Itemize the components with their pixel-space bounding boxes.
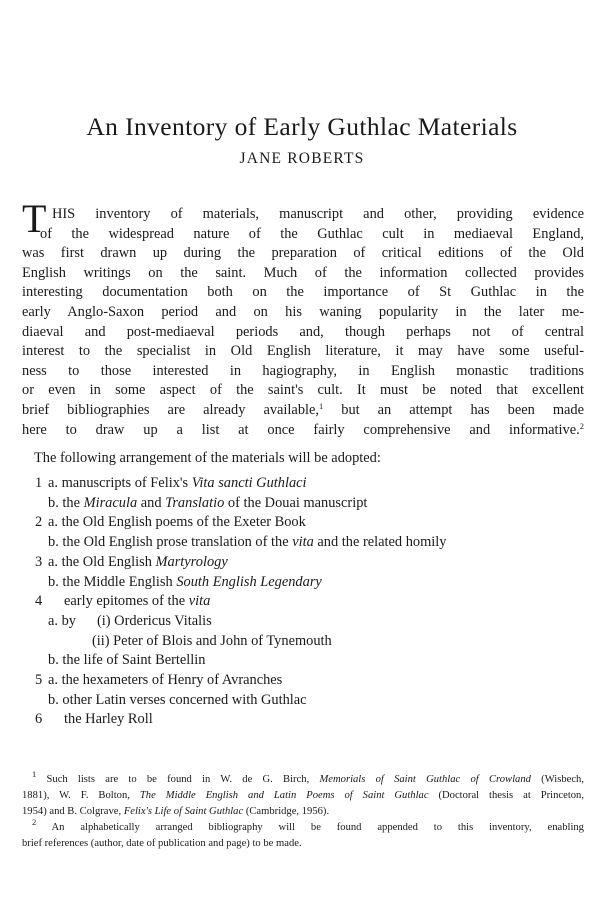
item-number: 4: [35, 593, 43, 610]
footnote-line: [22, 817, 584, 836]
item-text-italic: vita: [292, 534, 314, 551]
list-item: [0, 711, 604, 731]
item-text-italic: Martyrology: [155, 553, 228, 570]
paragraph-line: ness to those interested in hagiography, in English monastic traditions: [22, 362, 584, 379]
footnote-ref-1[interactable]: 1: [319, 400, 324, 411]
item-number: 5: [35, 672, 43, 688]
item-text: the Harley Roll: [64, 711, 153, 728]
paragraph-line: [22, 421, 584, 441]
list-item: [0, 692, 604, 712]
item-text: b. the life of Saint Bertellin: [48, 652, 206, 669]
item-text-italic: Miracula: [83, 494, 138, 511]
footnote-mark: 2: [32, 817, 37, 827]
footnote-text: 1881), W. F. Bolton,: [22, 790, 140, 801]
paragraph-line: or even in some aspect of the saint's cult. It must be noted that excellent: [22, 382, 584, 399]
item-text-part: early epitomes of the: [64, 593, 189, 610]
article-author: JANE ROBERTS: [239, 150, 365, 167]
footnote-ref-2[interactable]: 2: [579, 420, 584, 431]
footnote-line: [22, 769, 584, 788]
line-text: here to draw up a list at once fairly comprehensive and informative.: [22, 421, 580, 438]
footnote-italic: The Middle English and Latin Poems of Saint Guthlac: [139, 790, 429, 801]
footnote-line: brief references (author, date of publication and page) to be made.: [22, 838, 302, 849]
item-text: (ii) Peter of Blois and John of Tynemouth: [92, 632, 332, 649]
arrangement-intro: The following arrangement of the materials will be adopted:: [34, 450, 381, 466]
item-text-part: a. the Old English: [48, 553, 156, 570]
item-number: 6: [35, 711, 43, 728]
item-text: [48, 554, 228, 571]
list-item: [0, 534, 604, 554]
item-text: [48, 534, 446, 551]
footnote-text: Such lists are to be found in W. de G. Birch,: [46, 774, 320, 785]
drop-cap: T: [22, 196, 47, 241]
item-text-italic: Vita sancti Guthlaci: [191, 475, 307, 491]
item-text: b. other Latin verses concerned with Guthlac: [48, 691, 307, 708]
item-number: 2: [35, 514, 43, 531]
paragraph-line: HIS inventory of materials, manuscript and other, providing evidence: [52, 206, 584, 222]
item-text-part: b. the Old English prose translation of the: [48, 534, 293, 551]
item-text: [48, 574, 322, 591]
footnote-text: (Cambridge, 1956).: [243, 806, 330, 817]
list-item: [0, 574, 604, 594]
list-item: [0, 672, 604, 692]
list-item: [0, 554, 604, 574]
item-text: (i) Ordericus Vitalis: [97, 612, 212, 629]
list-item: [0, 514, 604, 534]
item-text-part: and the related homily: [313, 534, 447, 551]
footnote-italic: Memorials of Saint Guthlac of Crowland: [319, 774, 531, 785]
item-label: a. by: [48, 612, 76, 629]
paragraph-line: was first drawn up during the preparation of critical editions of the Old: [22, 245, 584, 262]
paragraph-line: early Anglo-Saxon period and on his waning popularity in the later me-: [22, 303, 584, 320]
line-text: brief bibliographies are already available,: [22, 401, 319, 418]
footnotes: [22, 769, 585, 852]
list-item: [0, 652, 604, 672]
footnote-line: [22, 804, 584, 820]
item-text: a. the hexameters of Henry of Avranches: [48, 672, 283, 688]
list-item: [0, 613, 604, 633]
footnote-text: An alphabetically arranged bibliography will be found appended to this inventory, enabling: [51, 822, 584, 833]
list-item: [0, 495, 604, 515]
footnote-mark: 1: [32, 769, 37, 779]
item-text-part: of the Douai manuscript: [224, 494, 368, 511]
item-text-part: a. manuscripts of Felix's: [48, 475, 192, 491]
line-text: but an attempt has been made: [323, 401, 584, 418]
item-text-part: b. the Middle English: [48, 573, 177, 590]
item-text: a. the Old English poems of the Exeter Book: [48, 514, 306, 531]
footnote-line: [22, 788, 584, 804]
footnote-text: (Wisbech,: [530, 774, 584, 785]
item-text: [48, 495, 367, 512]
item-number: 3: [35, 553, 43, 570]
item-text-part: and: [137, 494, 166, 511]
article-title: An Inventory of Early Guthlac Materials: [86, 112, 518, 141]
footnote-text: (Doctoral thesis at Princeton,: [428, 790, 585, 801]
paragraph-line: of the widespread nature of the Guthlac cult in mediaeval England,: [40, 225, 584, 242]
paragraph-line: interest to the specialist in Old English literature, it may have some useful-: [22, 343, 584, 360]
item-text: [64, 593, 210, 610]
item-text-italic: South English Legendary: [176, 573, 322, 590]
paragraph-line: diaeval and post-mediaeval periods and, though perhaps not of central: [22, 323, 584, 340]
list-item: [0, 633, 604, 653]
list-item: [0, 475, 604, 495]
list-item: [0, 593, 604, 613]
item-number: 1: [35, 475, 43, 491]
item-text: [48, 475, 307, 492]
paragraph-line: interesting documentation both on the importance of St Guthlac in the: [22, 284, 584, 301]
item-text-italic: Translatio: [165, 494, 225, 511]
paragraph-line: English writings on the saint. Much of the information collected provides: [22, 264, 584, 281]
item-text-part: b. the: [48, 494, 84, 511]
item-text-italic: vita: [188, 593, 211, 610]
footnote-text: 1954) and B. Colgrave,: [22, 806, 124, 817]
body-paragraph: [22, 205, 584, 440]
paragraph-line: [22, 401, 584, 421]
footnote-italic: Felix's Life of Saint Guthlac: [123, 806, 244, 817]
